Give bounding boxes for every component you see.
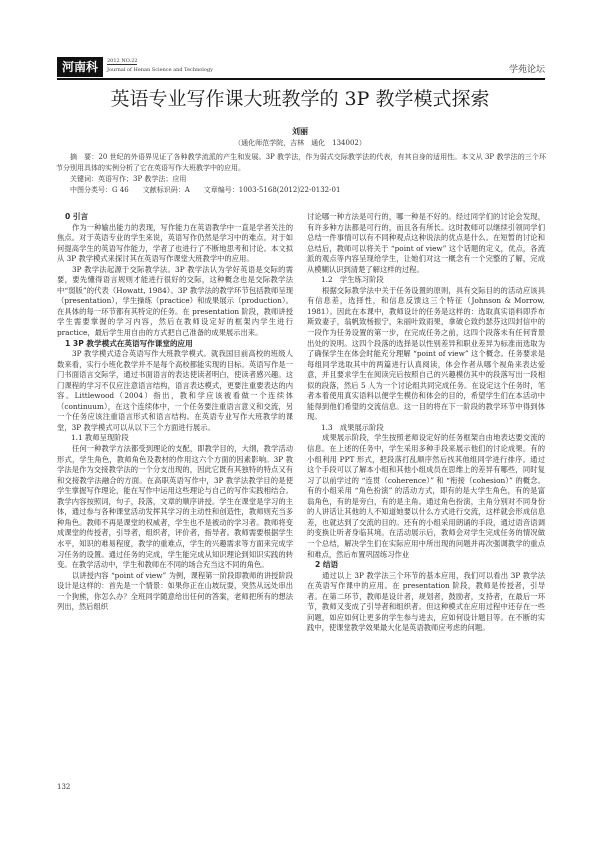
affiliation: （通化师范学院，吉林 通化 134002） [234,139,366,147]
article-title: 英语专业写作课大班教学的 3P 教学模式探索 [110,88,490,110]
header-rule [57,78,545,80]
keywords: 关键词：英语写作；3P 教学法；应用 [70,175,187,183]
paragraph: 根据交际教学法中关于任务设置的原则，具有交际目的的活动应该具有信息差，选择性，和信息反馈这三个特征（Johnson & Morrow, 1981）。因此在本课中，教师设计的任务是这样的：选取真实语料即乔布斯致妻子，翁帆致杨振宁，朱丽叶致雨果，拿破仑致约瑟芬这四封信中的一段作为任务设置的第一步，在完成任务之前，这四个段落未有任何背景出处的说明。这四个段落的选择是以性别差异和职业差异为标准而选取为了确保学生在体会时能充分理解 “point of view” 这个概念。任务要求是每组同学选取其中的两篇进行认真阅读，体会作者从哪个视角来表达爱意，并且要求学生在阅读完后按照自己的兴趣模仿其中的段落写出一段相似的段落，然后 5 人为一个讨论组共同完成任务。在设定这个任务时，笔者本着使用真实语料以便学生模仿和体会的目的，希望学生们在本活动中能得到他们希望的交流信息。这一目的将在下一阶段的教学环节中得到体现。 [307,285,545,422]
journal-logo: 河南科技 [57,57,103,77]
subsection-heading-1-1: 1.1 教师呈现阶段 [71,433,129,443]
classification: 中图分类号：G 46 文献标识码：A 文章编号：1003-5168(2012)22-0132-01 [70,186,341,194]
left-column [57,212,293,613]
subsection-heading-1-3: 1.3 成果展示阶段 [321,422,384,432]
paragraph: 任何一种教学方法都受到理论的支配，即教学目的，大纲，教学活动形式，学生角色，教师角色及教材的作用这六个方面的因素影响。3P 教学法是作为交接教学法的一个分支出现的，因此它既有其独特的特点又有和交接教学法融合的方面。在高职英语写作中，3P 教学法教学目的是使学生掌握写作理论，能在写作中运用这些理论与自己的写作实践相结合。教学内容按照词，句子，段落，文章的顺序讲授。学生在课堂是学习的主体，通过参与各种课堂活动发挥其学习的主动性和创造性，教师则充当多种角色。教师不再是课堂的权威者，学生也不是被动的学习者。教师将变成课堂的传授者，引导者，组织者，评价者，指导者。教师需要根据学生水平，知识的难易程度，教学的重难点，学生的兴趣需求等方面来完成学习任务的设置。通过任务的完成，学生能完成从知识理论到知识实践的转变。在教学活动中，学生和教师在不同的场合充当这不同的角色。 [57,444,293,570]
journal-name-en: Journal of Henan Science and Technology [107,67,213,73]
page-number: 132 [57,783,71,791]
paragraph: 讨论哪一种方法是可行的，哪一种是不好的。经过同学们的讨论会发现，有许多种方法都是可行的，而且各有所长。这时教师可以继续引领同学们总结一件事情可以有不同种观点这种说法的优点是什么。在短暂的讨论和总结后，教师可以将关于 “point of view” 这个话题的定义，优点，各流派的观点等内容呈现给学生，让她们对这一概念有一个完整的了解，完成从模糊认识到清楚了解这样的过程。 [307,212,545,274]
paragraph: 以讲授内容 “point of view” 为例，课程第一阶段即教师的讲授阶段设计是这样的：首先是一个情景：如果你正在山坡玩耍，突然从远处串出一个狗熊，你怎么办？全班同学随意给出任何的答案，老师把所有的想法列出，然后组织 [57,570,293,612]
section-heading-2: 2 结语 [315,560,339,570]
journal-issue: 2012 NO.22 [107,58,138,64]
paragraph: 3P 教学模式适合英语写作大班教学模式。就我国目前高校的班级人数来看，实行小班化教学并不是每个高校都能实现的目标。英语写作是一门书面语言交际学，通过书面语言的表达使读者明白，使读者感兴趣。这门课程的学习不仅应注意语言结构，语言表达模式，更要注重要表达的内容。Littlewood（2004）指出，教和学应该被看做一个连续体（continuum），在这个连续体中，一个任务要注重语言意义和交流，另一个任务应该注重语言形式和语言结构。在英语专业写作大班教学的课堂，3P 教学模式可以从以下三个方面进行展示。 [57,349,293,432]
section-heading-1: 1 3P 教学模式在英语写作课堂的应用 [65,338,193,348]
column-name: 学苑论坛 [508,65,545,75]
section-heading-intro: 0 引言 [65,212,89,221]
right-column [307,212,545,634]
subsection-heading-1-2: 1.2 学生练习阶段 [321,275,384,285]
abstract: 摘 要：20 世纪的外语界见证了各种教学流派的产生和发展。3P 教学法，作为弱式交际教学法的代表，有其自身的适用性。本文从 3P 教学法的三个环节分别用具体的实例分析了它在英语写作大班教学中的应用。 [56,153,546,172]
paragraph: 通过以上 3P 教学法三个环节的基本应用，我们可以看出 3P 教学法在英语写作课中的应用。在 presentation 阶段，教师是传授者，引导者。在第二环节，教师是设计者，规划者，鼓励者，支持者，在最后一环节，教师又变成了引导者和组织者。但这种模式在应用过程中还存在一些问题，如应如何让更多的学生参与进去，应如何设计题目等。在不断的实践中，使课堂教学效果最大化是英语教师应考虑的问题。 [307,570,545,633]
paragraph: 3P 教学法起源于交际教学法。3P 教学法认为学好英语是交际的需要，要先懂得语言规则才能进行很好的交际，这种概念也是交际教学法中“弱版”的代表（Howatt, 1984）。3P 教学法的教学环节包括教师呈现（presentation），学生操练（practice）和成果展示（production）。在具体的每一环节都有其特定的任务。在 presentation 阶段，教师讲授学生需要掌握的学习内容，然后在教师设定好的框架内学生进行 practice，最后学生用自由的方式把自己准备的成果展示出来。 [57,264,293,338]
author: 刘丽 [292,127,308,136]
paragraph: 成果展示阶段，学生按照老师设定好的任务框架自由地表达要交流的信息。在上述的任务中，学生采用多种手段来展示他们的讨论成果。有的小组利用 PPT 形式，把段落打乱顺序然后找其他组同学进行排序。通过这个手段可以了解本小组和其他小组成员在思维上的差异有哪些，同时复习了以前学过的 “连贯（coherence）” 和 “衔接（cohesion）” 的概念。有的小组采用 “角色扮演” 的活动方式，即有的是大学生角色，有的是富翁角色，有的是旁白，有的是主角。通过角色扮演，主角分别对不同身份的人讲话让其他的人不知道她要以什么方式进行交流，这样就会形成信息差，也就达到了交流的目的。还有的小组采用朗诵的手段，通过语音语调的变换让听者身临其境。在活动展示后，教师会对学生完成任务的情况做一个总结，解决学生们在实际应用中所出现的问题并再次强调教学的重点和难点，然后布置巩固练习作业 [307,433,545,559]
paragraph: 作为一种输出能力的表现，写作能力在英语教学中一直是学者关注的焦点。对于英语专业的学生来说，英语写作仍然是学习中的难点。对于如何提高学生的英语写作能力，学者了也进行了不断地思考和讨论。本文拟从 3P 教学模式来探讨其在英语写作课堂大班教学中的应用。 [57,222,293,264]
